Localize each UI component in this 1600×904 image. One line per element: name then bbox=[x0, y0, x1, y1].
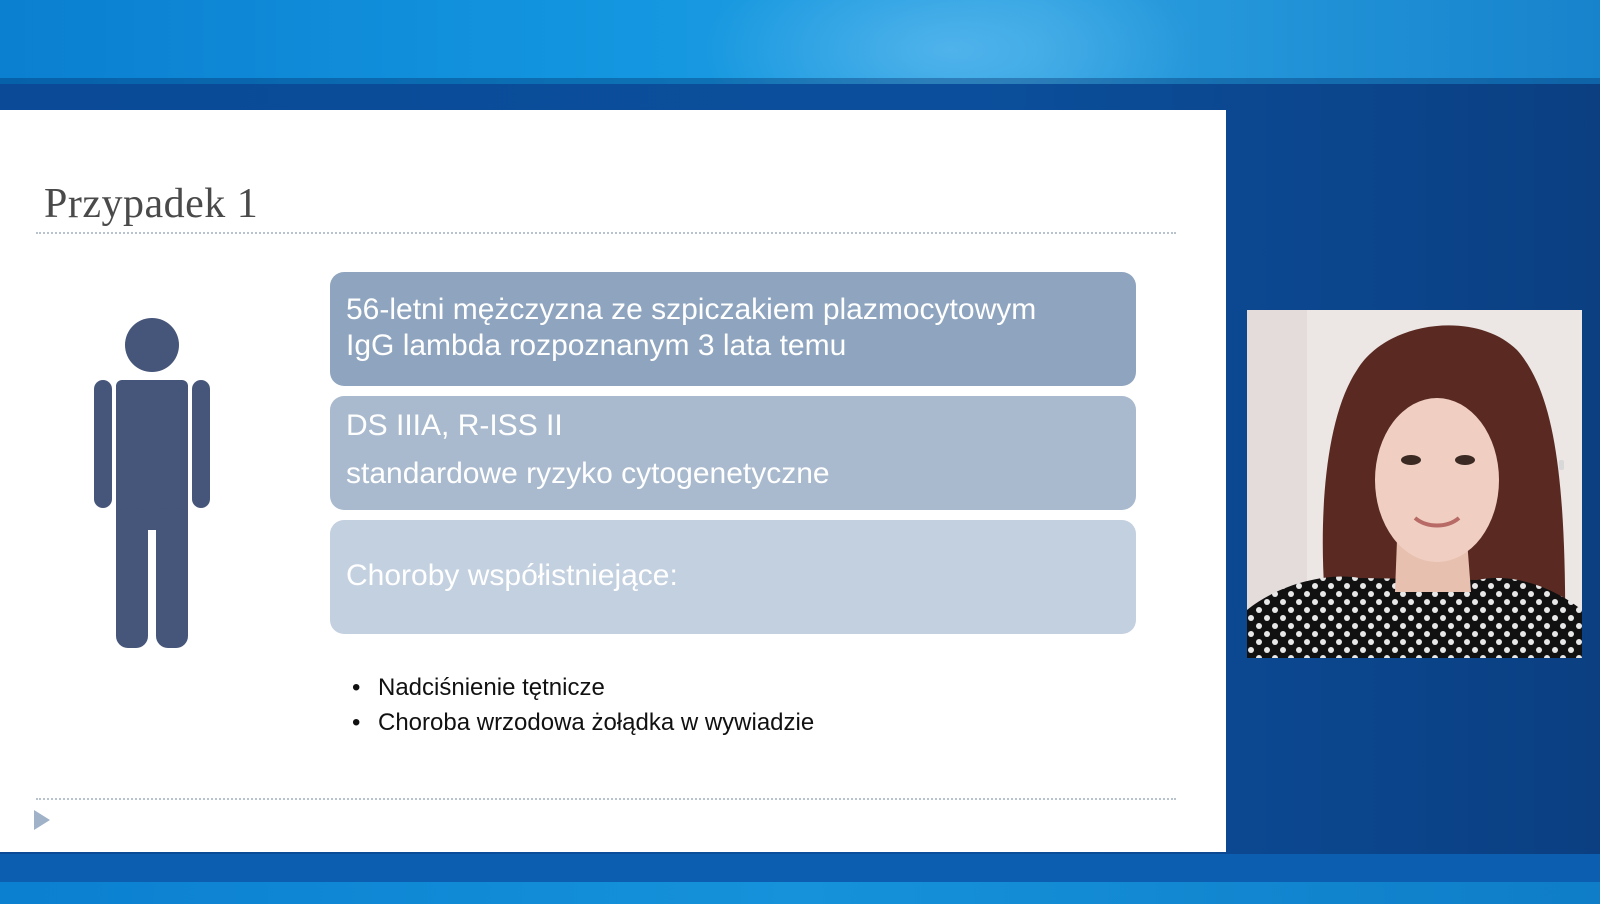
box-text-line: 56-letni mężczyzna ze szpiczakiem plazmocytowym bbox=[346, 293, 1037, 326]
person-icon bbox=[94, 318, 212, 648]
presenter-video-image bbox=[1247, 310, 1582, 658]
bullet-marker: • bbox=[352, 674, 361, 701]
info-box-comorbidities bbox=[330, 520, 1136, 634]
list-item-text: Nadciśnienie tętnicze bbox=[378, 674, 605, 701]
box-text-line: DS IIIA, R-ISS II bbox=[346, 409, 563, 442]
presentation-slide bbox=[0, 110, 1226, 852]
footer-divider bbox=[36, 798, 1176, 800]
slide-title: Przypadek 1 bbox=[44, 181, 259, 227]
info-box-staging bbox=[330, 396, 1136, 510]
box-text-line: Choroby współistniejące: bbox=[346, 559, 678, 592]
info-box-diagnosis bbox=[330, 272, 1136, 386]
list-item bbox=[352, 670, 814, 705]
webcam-video-feed bbox=[1247, 310, 1582, 658]
list-item-text: Choroba wrzodowa żołądka w wywiadzie bbox=[378, 709, 815, 736]
play-triangle-icon bbox=[34, 810, 52, 830]
title-divider bbox=[36, 232, 1176, 234]
list-item bbox=[352, 705, 814, 740]
comorbidity-list bbox=[352, 670, 814, 740]
bullet-marker: • bbox=[352, 709, 361, 736]
background-bottom-band bbox=[0, 854, 1600, 904]
box-text-line: IgG lambda rozpoznanym 3 lata temu bbox=[346, 329, 847, 362]
background-top-band bbox=[0, 0, 1600, 84]
box-text-line: standardowe ryzyko cytogenetyczne bbox=[346, 457, 830, 490]
